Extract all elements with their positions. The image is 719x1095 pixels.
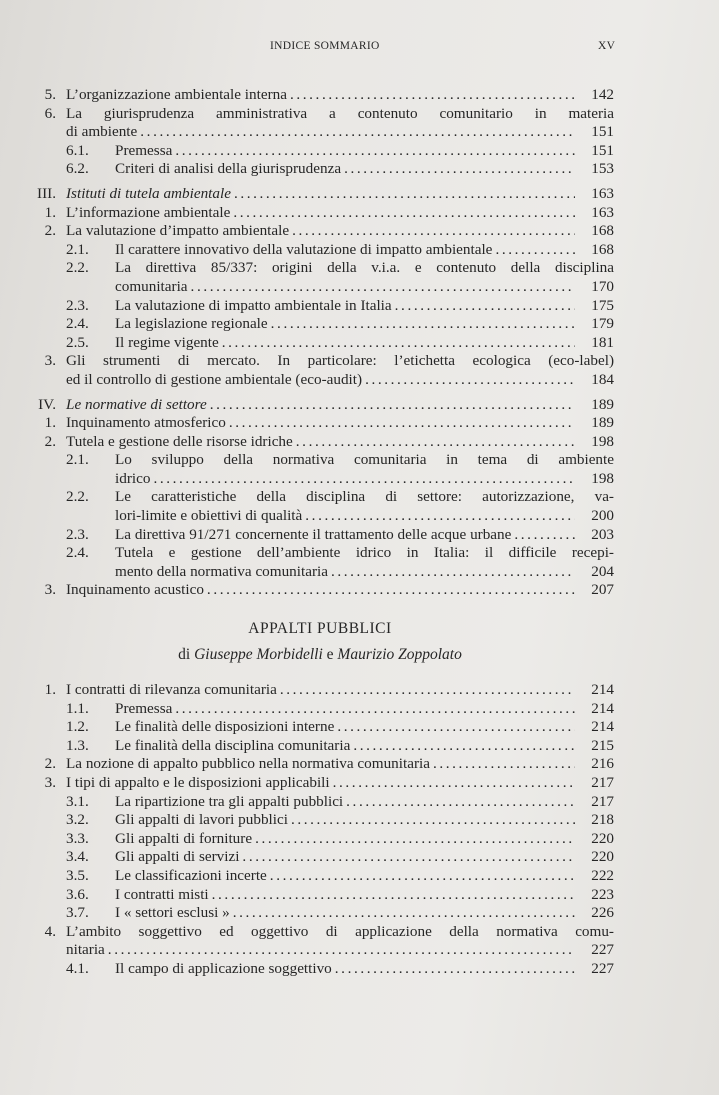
- toc-entry-text: Le normative di settore: [66, 395, 207, 413]
- toc-entry-line: [30, 811, 614, 830]
- toc-entry-text: Le classificazioni incerte: [115, 866, 267, 884]
- toc-entry: [30, 681, 614, 700]
- toc-entry-text-row: [66, 433, 578, 452]
- toc-entry-text-row: [66, 774, 578, 793]
- toc-entry-text-row: [115, 507, 578, 526]
- dot-leader: [433, 755, 575, 774]
- toc-entry-line: [30, 334, 614, 353]
- toc-entry: [30, 396, 614, 415]
- toc-section-public-procurement: [30, 681, 614, 979]
- toc-entry-line: [30, 470, 614, 489]
- toc-entry-line: [30, 185, 614, 204]
- toc-entry-page: 227: [591, 941, 614, 959]
- part-authors: [0, 646, 640, 664]
- toc-entry: [30, 451, 614, 488]
- toc-entry-number: III.: [37, 184, 56, 202]
- toc-entry: [30, 867, 614, 886]
- toc-entry: [30, 718, 614, 737]
- toc-entry-page: 220: [591, 829, 614, 847]
- toc-entry-text-row: [115, 334, 578, 353]
- toc-entry: [30, 185, 614, 204]
- toc-entry-number: 2.4.: [66, 544, 89, 562]
- toc-entry-text-row: [66, 222, 578, 241]
- dot-leader: [395, 297, 575, 316]
- toc-entry: [30, 142, 614, 161]
- toc-entry-line: [30, 544, 614, 563]
- toc-entry: [30, 737, 614, 756]
- toc-entry: [30, 105, 614, 142]
- toc-entry-number: 3.7.: [66, 904, 89, 922]
- toc-entry-number: 3.3.: [66, 829, 89, 847]
- toc-entry-text-row: [115, 793, 578, 812]
- toc-entry-text-row: [115, 848, 578, 867]
- toc-entry-line: [30, 681, 614, 700]
- toc-entry: [30, 923, 614, 960]
- toc-entry-line: [30, 960, 614, 979]
- toc-entry-text: Tutela e gestione delle risorse idriche: [66, 432, 293, 450]
- toc-entry-text: ed il controllo di gestione ambientale (eco-audit): [66, 370, 363, 388]
- toc-entry: [30, 334, 614, 353]
- toc-entry: [30, 774, 614, 793]
- toc-entry-page: 200: [591, 507, 614, 525]
- toc-entry-text-row: [115, 563, 578, 582]
- dot-leader: [305, 507, 575, 526]
- toc-entry-page: 217: [591, 792, 614, 810]
- toc-entry-text: I « settori esclusi »: [115, 904, 230, 922]
- toc-entry-text: La direttiva 91/271 concernente il trattamento delle acque urbane: [115, 525, 512, 543]
- toc-entry: [30, 700, 614, 719]
- toc-entry-number: 3.2.: [66, 811, 89, 829]
- toc-entry: [30, 414, 614, 433]
- toc-entry-text: Criteri di analisi della giurisprudenza: [115, 160, 342, 178]
- toc-entry-text: lori-limite e obiettivi di qualità: [115, 507, 303, 525]
- authors-conjunction: e: [322, 646, 338, 663]
- toc-entry: [30, 204, 614, 223]
- toc-entry-page: 153: [591, 160, 614, 178]
- toc-entry-text-row: [115, 160, 578, 179]
- toc-entry: [30, 848, 614, 867]
- toc-entry-line: [30, 488, 614, 507]
- toc-entry-text: Istituti di tutela ambientale: [66, 184, 231, 202]
- toc-entry-number: 2.2.: [66, 488, 89, 506]
- toc-entry-text: L’organizzazione ambientale interna: [66, 86, 287, 103]
- dot-leader: [280, 681, 575, 700]
- toc-entry-line: [30, 123, 614, 142]
- toc-entry-page: 168: [591, 240, 614, 258]
- toc-entry-line: [30, 204, 614, 223]
- toc-entry-text-row: [66, 414, 578, 433]
- dot-leader: [337, 718, 575, 737]
- toc-entry-page: 170: [591, 277, 614, 295]
- toc-entry-text: La direttiva 85/337: origini della v.i.a. e contenuto della disciplina: [115, 259, 614, 277]
- toc-entry-number: 2.1.: [66, 240, 89, 258]
- dot-leader: [291, 811, 575, 830]
- dot-leader: [296, 433, 575, 452]
- dot-leader: [108, 941, 575, 960]
- toc-entry-page: 223: [591, 885, 614, 903]
- toc-entry-line: [30, 86, 614, 105]
- toc-entry-number: 1.2.: [66, 718, 89, 736]
- toc-entry-line: [30, 241, 614, 260]
- toc-entry-page: 220: [591, 848, 614, 866]
- toc-entry: [30, 886, 614, 905]
- toc-entry-number: 2.3.: [66, 525, 89, 543]
- dot-leader: [233, 904, 575, 923]
- toc-entry: [30, 297, 614, 316]
- toc-entry-line: [30, 259, 614, 278]
- toc-entry-text: Inquinamento acustico: [66, 581, 204, 599]
- toc-entry-number: 6.1.: [66, 141, 89, 159]
- toc-entry-number: 4.: [44, 922, 56, 940]
- toc-entry-line: [30, 222, 614, 241]
- toc-entry-text: Il carattere innovativo della valutazione di impatto ambientale: [115, 240, 493, 258]
- toc-entry-text-row: [66, 204, 578, 223]
- toc-entry-number: 3.1.: [66, 792, 89, 810]
- toc-entry: [30, 315, 614, 334]
- toc-entry-text-row: [115, 886, 578, 905]
- dot-leader: [175, 700, 575, 719]
- dot-leader: [255, 830, 575, 849]
- toc-entry-number: 6.2.: [66, 160, 89, 178]
- toc-entry-page: 151: [591, 141, 614, 159]
- toc-entry: [30, 259, 614, 296]
- toc-entry-text: I contratti misti: [115, 885, 209, 903]
- toc-entry-page: 227: [591, 959, 614, 977]
- toc-entry-text-row: [66, 581, 578, 600]
- toc-entry-line: [30, 371, 614, 390]
- toc-entry-text-row: [115, 470, 578, 489]
- toc-entry: [30, 352, 614, 389]
- toc-entry-page: 163: [591, 184, 614, 202]
- toc-entry-page: 214: [591, 699, 614, 717]
- toc-entry-number: 1.: [44, 203, 56, 221]
- dot-leader: [210, 396, 575, 415]
- toc-entry-number: 1.: [44, 414, 56, 432]
- dot-leader: [153, 470, 575, 489]
- toc-entry-page: 204: [591, 562, 614, 580]
- dot-leader: [333, 774, 575, 793]
- toc-entry-text: Il regime vigente: [115, 333, 219, 351]
- dot-leader: [242, 848, 575, 867]
- toc-entry-page: 217: [591, 773, 614, 791]
- toc-entry-text: La nozione di appalto pubblico nella normativa comunitaria: [66, 755, 430, 773]
- toc-entry-text-row: [115, 811, 578, 830]
- toc-entry-line: [30, 396, 614, 415]
- toc-entry-page: 189: [591, 395, 614, 413]
- toc-entry-text-row: [115, 297, 578, 316]
- dot-leader: [514, 526, 575, 545]
- toc-entry-line: [30, 105, 614, 124]
- toc-entry-text: La legislazione regionale: [115, 315, 268, 333]
- toc-entry-number: 1.3.: [66, 736, 89, 754]
- toc-entry: [30, 544, 614, 581]
- toc-entry: [30, 433, 614, 452]
- toc-entry-number: 6.: [44, 104, 56, 122]
- toc-entry-text-row: [66, 185, 578, 204]
- authors-prefix: di: [178, 646, 195, 663]
- toc-entry-text: I contratti di rilevanza comunitaria: [66, 681, 277, 698]
- toc-entry-line: [30, 774, 614, 793]
- toc-entry-page: 163: [591, 203, 614, 221]
- toc-entry-number: 2.: [44, 755, 56, 773]
- toc-entry-line: [30, 700, 614, 719]
- toc-entry: [30, 960, 614, 979]
- toc-entry-text: La valutazione di impatto ambientale in Italia: [115, 296, 392, 314]
- toc-entry-page: 198: [591, 469, 614, 487]
- dot-leader: [270, 867, 575, 886]
- toc-entry-text-row: [115, 904, 578, 923]
- toc-entry-text-row: [115, 867, 578, 886]
- toc-entry-line: [30, 755, 614, 774]
- dot-leader: [233, 204, 575, 223]
- dot-leader: [335, 960, 575, 979]
- dot-leader: [271, 315, 575, 334]
- toc-entry-text-row: [66, 941, 578, 960]
- toc-entry-text-row: [115, 700, 578, 719]
- running-head: [0, 40, 719, 56]
- toc-entry-line: [30, 278, 614, 297]
- running-head-title: INDICE SOMMARIO: [270, 40, 380, 52]
- toc-entry-text: Inquinamento atmosferico: [66, 414, 226, 432]
- toc-entry-number: 3.5.: [66, 866, 89, 884]
- dot-leader: [207, 581, 575, 600]
- toc-entry-page: 207: [591, 581, 614, 599]
- dot-leader: [292, 222, 575, 241]
- toc-entry-text: Le finalità della disciplina comunitaria: [115, 736, 351, 754]
- toc-entry-text-row: [115, 241, 578, 260]
- toc-entry-line: [30, 718, 614, 737]
- toc-entry: [30, 755, 614, 774]
- toc-entry-text-row: [115, 830, 578, 849]
- toc-entry-page: 181: [591, 333, 614, 351]
- toc-entry-page: 215: [591, 736, 614, 754]
- toc-entry-text: di ambiente: [66, 123, 138, 141]
- toc-entry-text-row: [115, 315, 578, 334]
- toc-entry-number: 3.6.: [66, 885, 89, 903]
- toc-entry-number: 2.: [44, 222, 56, 240]
- toc-entry-text: Tutela e gestione dell’ambiente idrico in Italia: il difficile recepi-: [115, 544, 614, 562]
- toc-entry: [30, 581, 614, 600]
- toc-entry-line: [30, 737, 614, 756]
- toc-entry-page: 189: [591, 414, 614, 432]
- dot-leader: [175, 142, 575, 161]
- toc-entry-text: Gli appalti di lavori pubblici: [115, 811, 288, 829]
- toc-entry-number: 3.: [44, 352, 56, 370]
- toc-entry-line: [30, 581, 614, 600]
- toc-entry-number: 1.: [44, 681, 56, 698]
- toc-entry-text: Le finalità delle disposizioni interne: [115, 718, 335, 736]
- toc-entry-text: I tipi di appalto e le disposizioni applicabili: [66, 773, 330, 791]
- toc-entry: [30, 811, 614, 830]
- dot-leader: [353, 737, 575, 756]
- dot-leader: [365, 371, 575, 390]
- toc-entry-line: [30, 160, 614, 179]
- toc-entry-number: 2.4.: [66, 315, 89, 333]
- toc-entry-page: 142: [591, 86, 614, 103]
- toc-entry-text-row: [66, 86, 578, 105]
- toc-entry-page: 214: [591, 718, 614, 736]
- toc-entry-page: 216: [591, 755, 614, 773]
- toc-entry: [30, 793, 614, 812]
- toc-entry-text: La ripartizione tra gli appalti pubblici: [115, 792, 344, 810]
- toc-entry-text-row: [66, 396, 578, 415]
- toc-entry-text: idrico: [115, 469, 151, 487]
- toc-entry-number: 3.: [44, 773, 56, 791]
- toc-entry-text-row: [66, 371, 578, 390]
- toc-entry-text: L’ambito soggettivo ed oggettivo di applicazione della normativa comu-: [66, 922, 614, 940]
- toc-entry-line: [30, 315, 614, 334]
- toc-entry: [30, 160, 614, 179]
- dot-leader: [290, 86, 575, 105]
- toc-entry-number: 2.1.: [66, 451, 89, 469]
- toc-entry-text-row: [66, 681, 578, 700]
- toc-entry-page: 179: [591, 315, 614, 333]
- page-number: XV: [598, 40, 616, 52]
- toc-entry-text-row: [66, 123, 578, 142]
- dot-leader: [495, 241, 575, 260]
- toc-entry-number: 2.2.: [66, 259, 89, 277]
- dot-leader: [140, 123, 575, 142]
- toc-entry-text: La giurisprudenza amministrativa a contenuto comunitario in materia: [66, 104, 614, 122]
- toc-entry-number: 4.1.: [66, 959, 89, 977]
- dot-leader: [234, 185, 575, 204]
- toc-entry-text: Premessa: [115, 141, 173, 159]
- toc-entry-page: 203: [591, 525, 614, 543]
- toc-entry-line: [30, 923, 614, 942]
- toc-entry: [30, 830, 614, 849]
- toc-entry-number: 2.: [44, 432, 56, 450]
- toc-entry-text: mento della normativa comunitaria: [115, 562, 328, 580]
- dot-leader: [344, 160, 575, 179]
- toc-entry-page: 214: [591, 681, 614, 698]
- toc-entry: [30, 222, 614, 241]
- toc-entry-page: 226: [591, 904, 614, 922]
- toc-entry-line: [30, 848, 614, 867]
- toc-entry-text-row: [115, 718, 578, 737]
- toc-entry-page: 184: [591, 370, 614, 388]
- dot-leader: [222, 334, 575, 353]
- toc-entry-text: La valutazione d’impatto ambientale: [66, 222, 290, 240]
- dot-leader: [331, 563, 575, 582]
- toc-entry-number: 2.3.: [66, 296, 89, 314]
- toc-entry: [30, 488, 614, 525]
- dot-leader: [229, 414, 575, 433]
- toc-entry-text: Lo sviluppo della normativa comunitaria in tema di ambiente: [115, 451, 614, 469]
- toc-entry-text: Gli appalti di servizi: [115, 848, 240, 866]
- toc-entry: [30, 526, 614, 545]
- toc-entry-number: 1.1.: [66, 699, 89, 717]
- toc-entry-text: nitaria: [66, 941, 105, 959]
- toc-section-environment: [30, 86, 614, 600]
- author-name: Maurizio Zoppolato: [337, 646, 462, 663]
- toc-entry-number: IV.: [38, 395, 56, 413]
- toc-entry-page: 218: [591, 811, 614, 829]
- toc-entry-text: Il campo di applicazione soggettivo: [115, 959, 332, 977]
- toc-entry-text: Le caratteristiche della disciplina di settore: autorizzazione, va-: [115, 488, 614, 506]
- toc-entry-text-row: [115, 278, 578, 297]
- toc-entry-page: 222: [591, 866, 614, 884]
- toc-entry-line: [30, 904, 614, 923]
- toc-entry-line: [30, 142, 614, 161]
- toc-entry-line: [30, 563, 614, 582]
- toc-entry-page: 175: [591, 296, 614, 314]
- toc-entry: [30, 86, 614, 105]
- toc-entry: [30, 241, 614, 260]
- toc-entry-page: 198: [591, 432, 614, 450]
- toc-entry-line: [30, 886, 614, 905]
- toc-entry-text-row: [115, 960, 578, 979]
- toc-entry-text-row: [115, 526, 578, 545]
- toc-entry-number: 2.5.: [66, 333, 89, 351]
- author-name: Giuseppe Morbidelli: [194, 646, 323, 663]
- toc-entry-text: Gli strumenti di mercato. In particolare: l’etichetta ecologica (eco-label): [66, 352, 614, 370]
- dot-leader: [191, 278, 575, 297]
- toc-entry-text-row: [66, 755, 578, 774]
- toc-entry-text: L’informazione ambientale: [66, 203, 231, 221]
- dot-leader: [346, 793, 575, 812]
- toc-entry: [30, 904, 614, 923]
- toc-entry-text: Gli appalti di forniture: [115, 829, 253, 847]
- dot-leader: [212, 886, 575, 905]
- toc-entry-number: 5.: [44, 86, 56, 103]
- toc-entry-line: [30, 297, 614, 316]
- toc-entry-line: [30, 793, 614, 812]
- toc-entry-number: 3.: [44, 581, 56, 599]
- toc-entry-page: 151: [591, 123, 614, 141]
- toc-entry-line: [30, 414, 614, 433]
- toc-entry-line: [30, 433, 614, 452]
- toc-entry-text-row: [115, 142, 578, 161]
- toc-entry-text: comunitaria: [115, 277, 188, 295]
- toc-entry-number: 3.4.: [66, 848, 89, 866]
- toc-entry-line: [30, 451, 614, 470]
- toc-entry-line: [30, 867, 614, 886]
- toc-entry-line: [30, 352, 614, 371]
- toc-entry-text: Premessa: [115, 699, 173, 717]
- toc-entry-text-row: [115, 737, 578, 756]
- toc-entry-line: [30, 507, 614, 526]
- toc-entry-page: 168: [591, 222, 614, 240]
- toc-entry-line: [30, 526, 614, 545]
- part-title: APPALTI PUBBLICI: [248, 620, 392, 637]
- toc-entry-line: [30, 941, 614, 960]
- toc-entry-line: [30, 830, 614, 849]
